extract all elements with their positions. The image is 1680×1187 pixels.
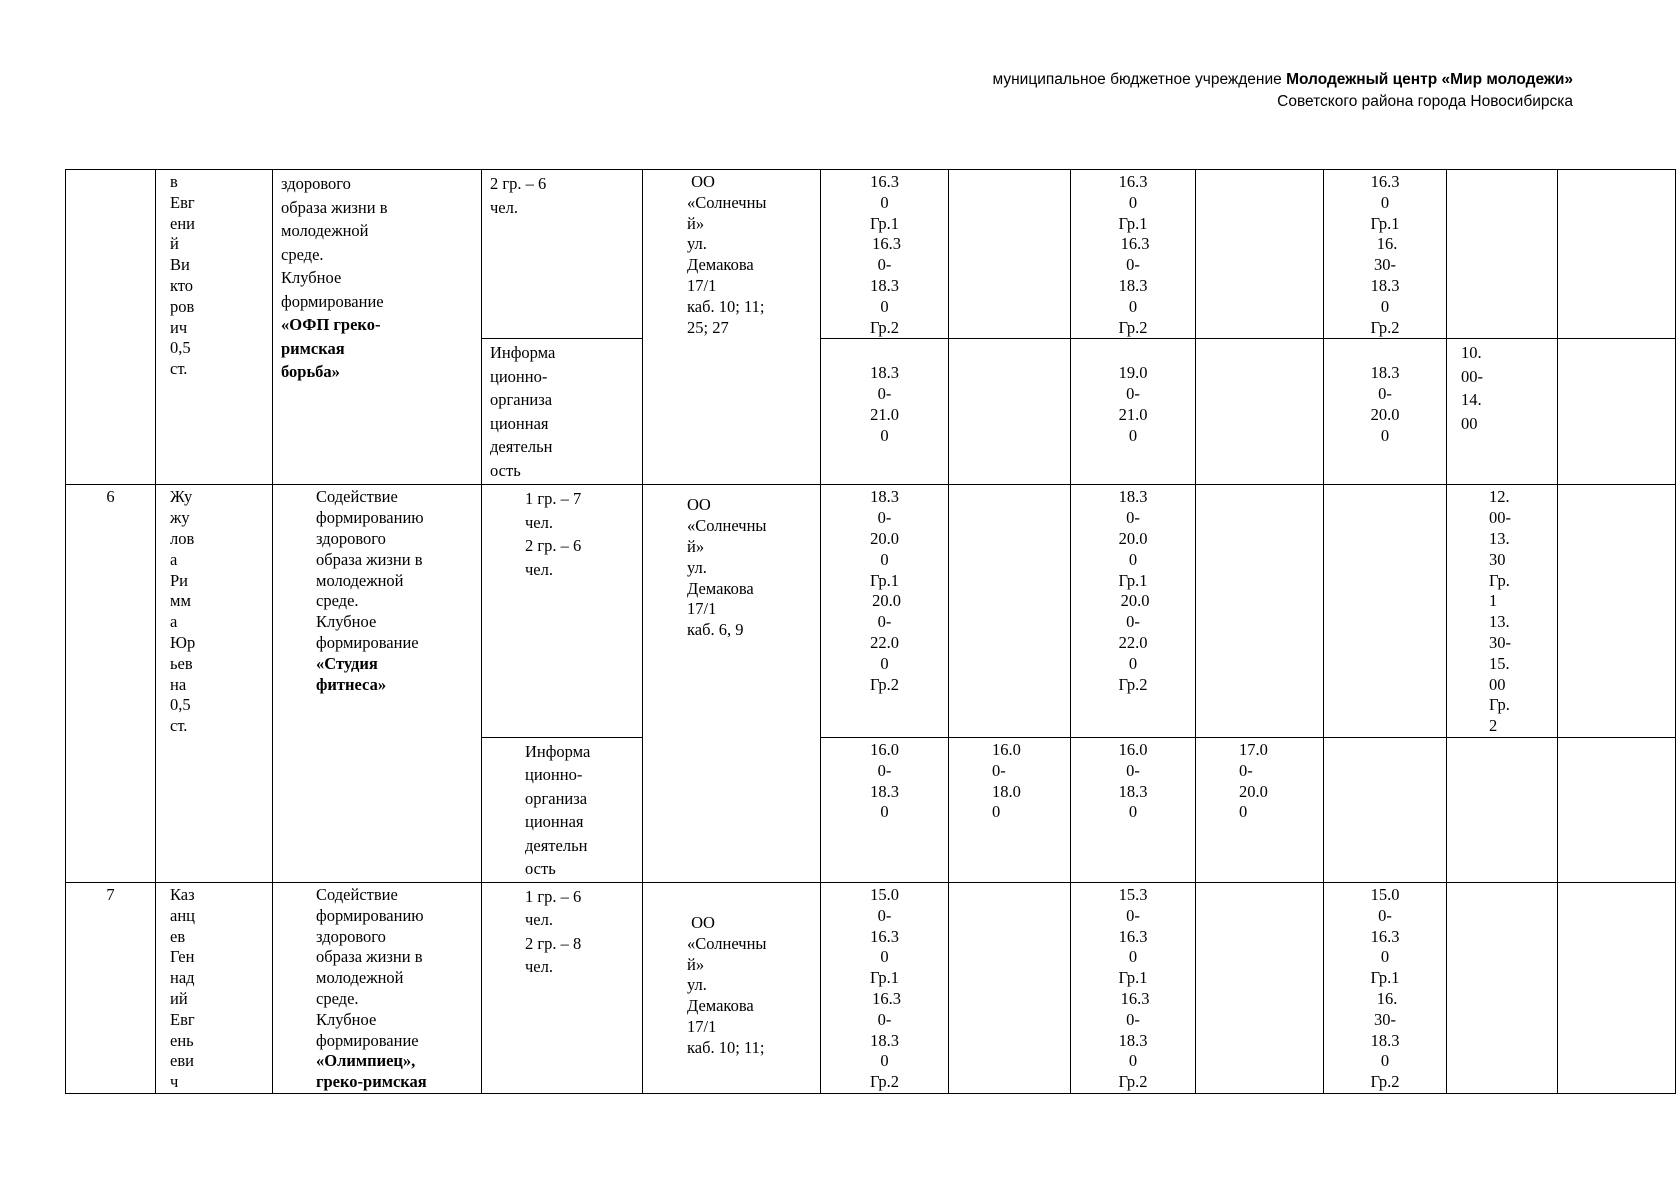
cell-text-line: организа [525, 788, 588, 808]
cell-text-line: 16.3 [1118, 172, 1148, 191]
cell-text-line: 0 [1128, 1051, 1138, 1071]
cell-text-line: Гр.2 [1118, 1072, 1148, 1092]
cell-text-line: 0 [880, 425, 889, 445]
wednesday-cell [1071, 737, 1196, 882]
cell-text-line: Клубное [316, 1009, 377, 1029]
cell-text-line: Демакова [687, 996, 754, 1016]
saturday-cell [1447, 485, 1558, 738]
cell-text-line: 0- [1378, 905, 1392, 925]
cell-text-line: 0 [1380, 947, 1390, 967]
cell-text-line: 16.3 [1118, 926, 1148, 946]
activity-description [316, 885, 473, 1051]
tuesday-cell [949, 170, 1071, 339]
cell-text-line: 0- [1126, 1009, 1140, 1029]
activity-description-cell [273, 882, 482, 1093]
cell-text-line: Каз [170, 884, 195, 904]
cell-text-line: 30 [1489, 549, 1506, 569]
cell-text-line: Гр. [1489, 695, 1510, 715]
cell-text-line: Гр.1 [869, 213, 900, 233]
document-header [993, 69, 1573, 113]
cell-text-line: 16.3 [1370, 172, 1400, 191]
cell-text-line: 0- [877, 1009, 892, 1029]
cell-text-line: 25; 27 [687, 317, 729, 337]
club-name [316, 654, 473, 696]
cell-text-line: жу [170, 508, 190, 528]
cell-text-line: «Олимпиец», [316, 1051, 416, 1071]
sunday-cell [1558, 170, 1676, 339]
cell-text-line: 0- [1239, 760, 1253, 780]
cell-text-line: лов [170, 528, 195, 548]
cell-text-line: образа жизни в [316, 947, 423, 967]
cell-text-line: 0 [880, 192, 889, 212]
cell-text-line: 0 [1128, 296, 1138, 316]
cell-text-line: Гр.1 [1118, 968, 1148, 988]
cell-text-line: 0 [1380, 192, 1390, 212]
cell-text-line: ул. [687, 975, 707, 995]
cell-text-line: 18.3 [1118, 1030, 1148, 1050]
cell-text-line: 15.0 [1370, 884, 1400, 904]
friday-cell [1324, 485, 1447, 738]
thursday-cell [1196, 882, 1324, 1093]
cell-text-line: греко-римская [316, 1072, 427, 1092]
cell-text-line: «ОФП греко- [281, 315, 381, 334]
cell-text-line: 22.0 [1118, 632, 1148, 652]
monday-cell [821, 485, 949, 738]
cell-text-line: 0- [877, 612, 892, 632]
table-row [66, 485, 1676, 738]
activity-description [316, 487, 473, 653]
cell-text-line: 2 [1489, 716, 1498, 736]
cell-text-line: 2 гр. – 8 [525, 933, 582, 953]
groups-cell [482, 485, 643, 738]
cell-text-line: фитнеса» [316, 674, 387, 694]
tuesday-cell [949, 737, 1071, 882]
cell-text-line: 18.0 [992, 781, 1021, 801]
cell-text-line: 15.0 [870, 884, 899, 904]
cell-text-line: мм [170, 591, 191, 611]
cell-text-line: а [170, 549, 178, 569]
cell-text-line: 0- [1126, 612, 1140, 632]
cell-text-line: 0 [1128, 802, 1138, 822]
cell-text-line: 10. [1461, 343, 1482, 363]
cell-text-line: 16. [1372, 988, 1398, 1008]
cell-text-line: Гр.1 [869, 968, 900, 988]
monday-cell [821, 339, 949, 485]
cell-text-line: 0 [992, 802, 1001, 822]
cell-text-line: 0- [1126, 760, 1140, 780]
cell-text-line: 0 [1128, 425, 1138, 445]
cell-text-line: Евг [170, 1009, 195, 1029]
cell-text-line: формирование [316, 1030, 419, 1050]
cell-text-line: 0- [1126, 384, 1140, 404]
club-name [316, 1051, 473, 1093]
cell-text-line: 0- [1126, 255, 1140, 275]
cell-text-line: 0 [1128, 947, 1138, 967]
cell-text-line: 30- [1489, 632, 1511, 652]
cell-text-line: 21.0 [1118, 404, 1148, 424]
cell-text-line: ров [170, 296, 195, 316]
cell-text-line: 0- [877, 384, 892, 404]
cell-text-line: 18.3 [870, 487, 899, 507]
cell-text-line: ционная [490, 413, 549, 433]
cell-text-line: чел. [525, 559, 553, 579]
cell-text-line: 2 гр. – 6 [490, 174, 547, 193]
cell-text-line: борьба» [281, 362, 340, 381]
header-line-2: Советского района города Новосибирска [1277, 93, 1573, 110]
cell-text-line: 13. [1489, 528, 1510, 548]
saturday-cell [1447, 339, 1558, 485]
cell-text-line: молодежной [281, 221, 369, 240]
cell-text-line: организа [490, 390, 553, 410]
row-number-cell: 7 [66, 882, 156, 1093]
cell-text-line: 17/1 [687, 1016, 717, 1036]
cell-text-line: на [170, 674, 187, 694]
cell-text-line: «Солнечны [687, 516, 767, 536]
teacher-name-cell [156, 882, 273, 1093]
cell-text-line: ст. [170, 359, 188, 379]
cell-text-line: кто [170, 275, 194, 295]
cell-text-line: Информа [490, 343, 556, 363]
cell-text-line: 0,5 [170, 695, 191, 715]
cell-text-line: в [170, 172, 178, 191]
cell-text-line: 00 [1461, 413, 1478, 433]
cell-text-line: молодежной [316, 968, 404, 988]
cell-text-line: 0 [1239, 802, 1248, 822]
cell-text-line: 20.0 [870, 528, 899, 548]
cell-text-line: Клубное [316, 612, 377, 632]
cell-text-line: 0,5 [170, 338, 191, 358]
cell-text-line: Ви [170, 255, 190, 275]
row-number-cell: 6 [66, 485, 156, 883]
cell-text-line: 16.3 [870, 926, 899, 946]
cell-text-line: 16.3 [868, 234, 901, 254]
location-cell [643, 882, 821, 1093]
cell-text-line: ич [170, 317, 188, 337]
cell-text-line: 16.0 [992, 739, 1021, 759]
cell-text-line: формированию [316, 508, 424, 528]
saturday-cell [1447, 882, 1558, 1093]
cell-text-line: здорового [281, 174, 351, 193]
cell-text-line: 18.3 [1118, 781, 1148, 801]
cell-text-line: чел. [525, 512, 553, 532]
club-name [281, 313, 473, 384]
tuesday-cell [949, 339, 1071, 485]
cell-text-line: 00 [1489, 674, 1506, 694]
activity-description-cell [273, 485, 482, 883]
cell-text-line: деятельн [490, 437, 553, 457]
cell-text-line: 18.3 [870, 275, 899, 295]
cell-text-line: ьев [170, 653, 193, 673]
cell-text-line: 0 [880, 1051, 889, 1071]
cell-text-line: 18.3 [870, 781, 899, 801]
cell-text-line: 0- [877, 508, 892, 528]
cell-text-line: 0- [1126, 508, 1140, 528]
cell-text-line: деятельн [525, 835, 588, 855]
cell-text-line: й» [687, 536, 705, 556]
cell-text-line: Юр [170, 632, 196, 652]
cell-text-line: 16.3 [868, 988, 901, 1008]
cell-text-line: 16.3 [1116, 988, 1150, 1008]
cell-text-line: ционно- [490, 366, 548, 386]
cell-text-line: ул. [687, 234, 707, 254]
cell-text-line: 16. [1372, 234, 1398, 254]
cell-text-line: Евг [170, 192, 195, 212]
cell-text-line: Информа [525, 741, 591, 761]
cell-text-line: й [170, 234, 179, 254]
cell-text-line: Жу [170, 487, 193, 507]
cell-text-line: ч [170, 1072, 179, 1092]
cell-text-line: каб. 10; 11; [687, 1037, 765, 1057]
cell-text-line: 00- [1489, 508, 1511, 528]
cell-text-line: Гр.1 [1118, 213, 1148, 233]
wednesday-cell [1071, 882, 1196, 1093]
cell-text-line: чел. [525, 957, 553, 977]
teacher-name-cell [156, 485, 273, 883]
cell-text-line: Демакова [687, 255, 754, 275]
cell-text-line: 0 [880, 947, 889, 967]
info-activity-cell [482, 737, 643, 882]
cell-text-line: 0- [1378, 384, 1392, 404]
wednesday-cell [1071, 170, 1196, 339]
row-number-cell [66, 170, 156, 485]
cell-text-line: образа жизни в [316, 549, 423, 569]
monday-cell [821, 737, 949, 882]
groups-cell [482, 170, 643, 339]
cell-text-line: Гр.2 [869, 1072, 900, 1092]
cell-text-line: ОО [687, 172, 715, 191]
cell-text-line: Ген [170, 947, 195, 967]
sunday-cell [1558, 339, 1676, 485]
cell-text-line: 0 [880, 296, 889, 316]
cell-text-line: Гр.2 [1118, 674, 1148, 694]
cell-text-line: здорового [316, 926, 386, 946]
cell-text-line: 12. [1489, 487, 1510, 507]
cell-text-line: 20.0 [868, 591, 901, 611]
cell-text-line: 16.3 [1370, 926, 1400, 946]
cell-text-line: каб. 6, 9 [687, 620, 744, 640]
cell-text-line: ул. [687, 557, 707, 577]
cell-text-line: 0 [1128, 653, 1138, 673]
cell-text-line: 15. [1489, 653, 1510, 673]
cell-text-line: Гр.2 [1370, 1072, 1400, 1092]
cell-text-line: «Солнечны [687, 192, 767, 212]
cell-text-line: Гр. [1489, 570, 1510, 590]
cell-text-line: Гр.2 [869, 317, 900, 337]
groups-cell [482, 882, 643, 1093]
cell-text-line: 0 [880, 549, 889, 569]
cell-text-line: «Студия [316, 653, 378, 673]
cell-text-line: Гр.2 [1118, 317, 1148, 337]
cell-text-line: ОО [687, 912, 715, 932]
cell-text-line: 20.0 [1370, 404, 1400, 424]
cell-text-line: чел. [525, 910, 553, 930]
cell-text-line: 30- [1374, 1009, 1396, 1029]
cell-text-line: 00- [1461, 366, 1483, 386]
cell-text-line: 18.3 [1370, 275, 1400, 295]
cell-text-line: 14. [1461, 390, 1482, 410]
friday-cell [1324, 339, 1447, 485]
cell-text-line: Гр.1 [1370, 968, 1400, 988]
cell-text-line: 0 [1128, 192, 1138, 212]
monday-cell [821, 882, 949, 1093]
cell-text-line: ени [170, 213, 195, 233]
cell-text-line: Гр.1 [869, 570, 900, 590]
cell-text-line: 20.0 [1118, 528, 1148, 548]
cell-text-line: ционно- [525, 765, 583, 785]
cell-text-line: 18.3 [870, 363, 899, 383]
teacher-name-cell [156, 170, 273, 485]
cell-text-line: 15.3 [1118, 884, 1148, 904]
cell-text-line: римская [281, 338, 345, 358]
cell-text-line: Клубное [281, 268, 342, 287]
cell-text-line: ев [170, 926, 186, 946]
cell-text-line: чел. [490, 197, 518, 217]
cell-text-line: ость [490, 460, 521, 480]
cell-text-line: ОО [687, 495, 711, 515]
cell-text-line: й» [687, 954, 705, 974]
tuesday-cell [949, 882, 1071, 1093]
cell-text-line: 30- [1374, 255, 1396, 275]
wednesday-cell [1071, 339, 1196, 485]
cell-text-line: 17.0 [1239, 739, 1268, 759]
location-cell [643, 485, 821, 883]
cell-text-line: 22.0 [870, 632, 899, 652]
cell-text-line: Гр.1 [1370, 213, 1400, 233]
cell-text-line: 20.0 [1239, 781, 1268, 801]
cell-text-line: ст. [170, 716, 188, 736]
cell-text-line: среде. [316, 988, 359, 1008]
cell-text-line: среде. [281, 244, 324, 264]
cell-text-line: 0- [992, 760, 1006, 780]
cell-text-line: 18.3 [870, 1030, 899, 1050]
cell-text-line: 0 [1128, 549, 1138, 569]
cell-text-line: «Солнечны [687, 933, 767, 953]
cell-text-line: й» [687, 213, 705, 233]
cell-text-line: 16.0 [870, 739, 899, 759]
cell-text-line: формированию [316, 905, 424, 925]
cell-text-line: Демакова [687, 578, 754, 598]
cell-text-line: здорового [316, 528, 386, 548]
cell-text-line: 21.0 [870, 404, 899, 424]
cell-text-line: среде. [316, 591, 359, 611]
cell-text-line: Гр.1 [1118, 570, 1148, 590]
cell-text-line: 18.3 [1370, 1030, 1400, 1050]
wednesday-cell [1071, 485, 1196, 738]
cell-text-line: Содействие [316, 884, 398, 904]
cell-text-line: 0- [877, 760, 892, 780]
friday-cell [1324, 737, 1447, 882]
table-row [66, 882, 1676, 1093]
cell-text-line: Гр.2 [1370, 317, 1400, 337]
cell-text-line: 18.3 [1118, 487, 1148, 507]
cell-text-line: 1 гр. – 7 [525, 489, 582, 509]
schedule-table [65, 169, 1676, 1094]
cell-text-line: 18.3 [1118, 275, 1148, 295]
cell-text-line: формирование [316, 632, 419, 652]
thursday-cell [1196, 170, 1324, 339]
cell-text-line: ий [170, 988, 188, 1008]
cell-text-line: 20.0 [1116, 591, 1150, 611]
organization-name: Молодежный центр «Мир молодежи» [1286, 71, 1573, 88]
cell-text-line: каб. 10; 11; [687, 296, 765, 316]
cell-text-line: 1 [1489, 591, 1498, 611]
thursday-cell [1196, 737, 1324, 882]
cell-text-line: 0- [877, 255, 892, 275]
cell-text-line: 0 [880, 653, 889, 673]
cell-text-line: ционная [525, 812, 584, 832]
cell-text-line: а [170, 612, 178, 632]
friday-cell [1324, 170, 1447, 339]
cell-text-line: молодежной [316, 570, 404, 590]
cell-text-line: 0 [1380, 425, 1390, 445]
tuesday-cell [949, 485, 1071, 738]
cell-text-line: формирование [281, 291, 384, 311]
cell-text-line: 0 [1380, 1051, 1390, 1071]
activity-description [281, 172, 473, 313]
cell-text-line: ость [525, 859, 556, 879]
cell-text-line: 0- [1126, 905, 1140, 925]
cell-text-line: 17/1 [687, 599, 717, 619]
cell-text-line: 0 [880, 802, 889, 822]
cell-text-line: 16.3 [870, 172, 899, 191]
sunday-cell [1558, 737, 1676, 882]
saturday-cell [1447, 170, 1558, 339]
cell-text-line: анц [170, 905, 195, 925]
cell-text-line: 2 гр. – 6 [525, 536, 582, 556]
cell-text-line: Ри [170, 570, 189, 590]
cell-text-line: 19.0 [1118, 363, 1148, 383]
saturday-cell [1447, 737, 1558, 882]
cell-text-line: 0 [1380, 296, 1390, 316]
sunday-cell [1558, 485, 1676, 738]
location-cell [643, 170, 821, 485]
cell-text-line: ень [170, 1030, 194, 1050]
cell-text-line: Гр.2 [869, 674, 900, 694]
cell-text-line: Содействие [316, 487, 398, 507]
thursday-cell [1196, 339, 1324, 485]
activity-description-cell [273, 170, 482, 485]
cell-text-line: над [170, 968, 195, 988]
friday-cell [1324, 882, 1447, 1093]
info-activity-cell [482, 339, 643, 485]
cell-text-line: еви [170, 1051, 194, 1071]
cell-text-line: 18.3 [1370, 363, 1400, 383]
cell-text-line: 16.0 [1118, 739, 1148, 759]
cell-text-line: 13. [1489, 612, 1510, 632]
sunday-cell [1558, 882, 1676, 1093]
cell-text-line: 0- [877, 905, 892, 925]
cell-text-line: 1 гр. – 6 [525, 886, 582, 906]
header-line-1: муниципальное бюджетное учреждение Молодежный центр «Мир молодежи» [992, 71, 1573, 88]
cell-text-line: 16.3 [1116, 234, 1150, 254]
table-row [66, 170, 1676, 339]
thursday-cell [1196, 485, 1324, 738]
monday-cell [821, 170, 949, 339]
cell-text-line: образа жизни в [281, 197, 388, 217]
cell-text-line: 17/1 [687, 275, 717, 295]
